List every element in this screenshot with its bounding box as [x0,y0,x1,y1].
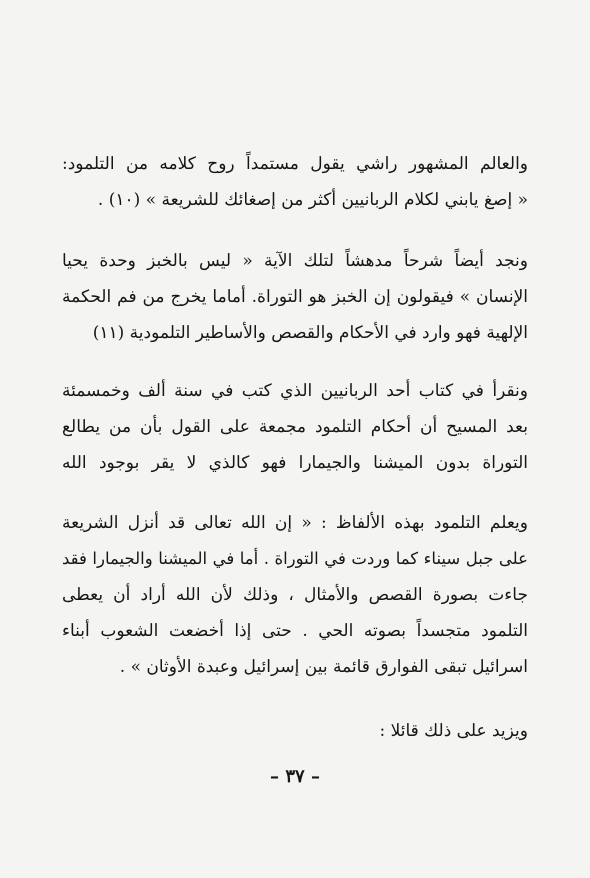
text-line: على جبل سيناء كما وردت في التوراة . أما في الميشنا والجيمارا فقد [62,549,528,568]
text-line: ونقرأ في كتاب أحد الربانيين الذي كتب في سنة ألف وخمسمئة [62,381,528,401]
text-line: والعالم المشهور راشي يقول مستمداً روح كلامه من التلمود: [62,154,528,174]
paragraph-rabbinic-book [62,373,528,481]
text-line: ويعلم التلمود بهذه الألفاظ : « إن الله تعالى قد أنزل الشريعة [62,513,528,533]
text-line: اسرائيل تبقى الفوارق قائمة بين إسرائيل وعبدة الأوثان » . [119,657,528,677]
paragraph-rashi-quote [62,146,528,218]
text-line: الإلهية فهو وارد في الأحكام والقصص والأساطير التلمودية (١١) [92,323,528,343]
page-number: – ٣٧ – [270,766,320,787]
text-line: الإنسان » فيقولون إن الخبز هو التوراة. أماما يخرج من فم الحكمة [62,287,528,307]
paragraph-bread-verse [62,243,528,351]
text-line: بعد المسيح أن أحكام التلمود مجمعة على القول بأن من يطالع [62,417,528,437]
text-line: التوراة بدون الميشنا والجيمارا فهو كالذي لا يقر بوجود الله [62,453,528,473]
text-line: التلمود متجسداً بصوته الحي . حتى إذا أخضعت الشعوب أبناء [62,621,528,641]
paragraph-continuation [62,713,528,749]
text-line: « إصغ يابني لكلام الربانيين أكثر من إصغائك للشريعة » (١٠) . [97,190,528,210]
text-line: ويزيد على ذلك قائلا : [379,721,528,741]
text-line: جاءت بصورة القصص والأمثال ، وذلك لأن الله أراد أن يعطى [62,585,528,605]
paragraph-talmud-teaching [62,505,528,685]
text-line: ونجد أيضاً شرحاً مدهشاً لتلك الآية « ليس بالخبز وحدة يحيا [62,251,528,271]
